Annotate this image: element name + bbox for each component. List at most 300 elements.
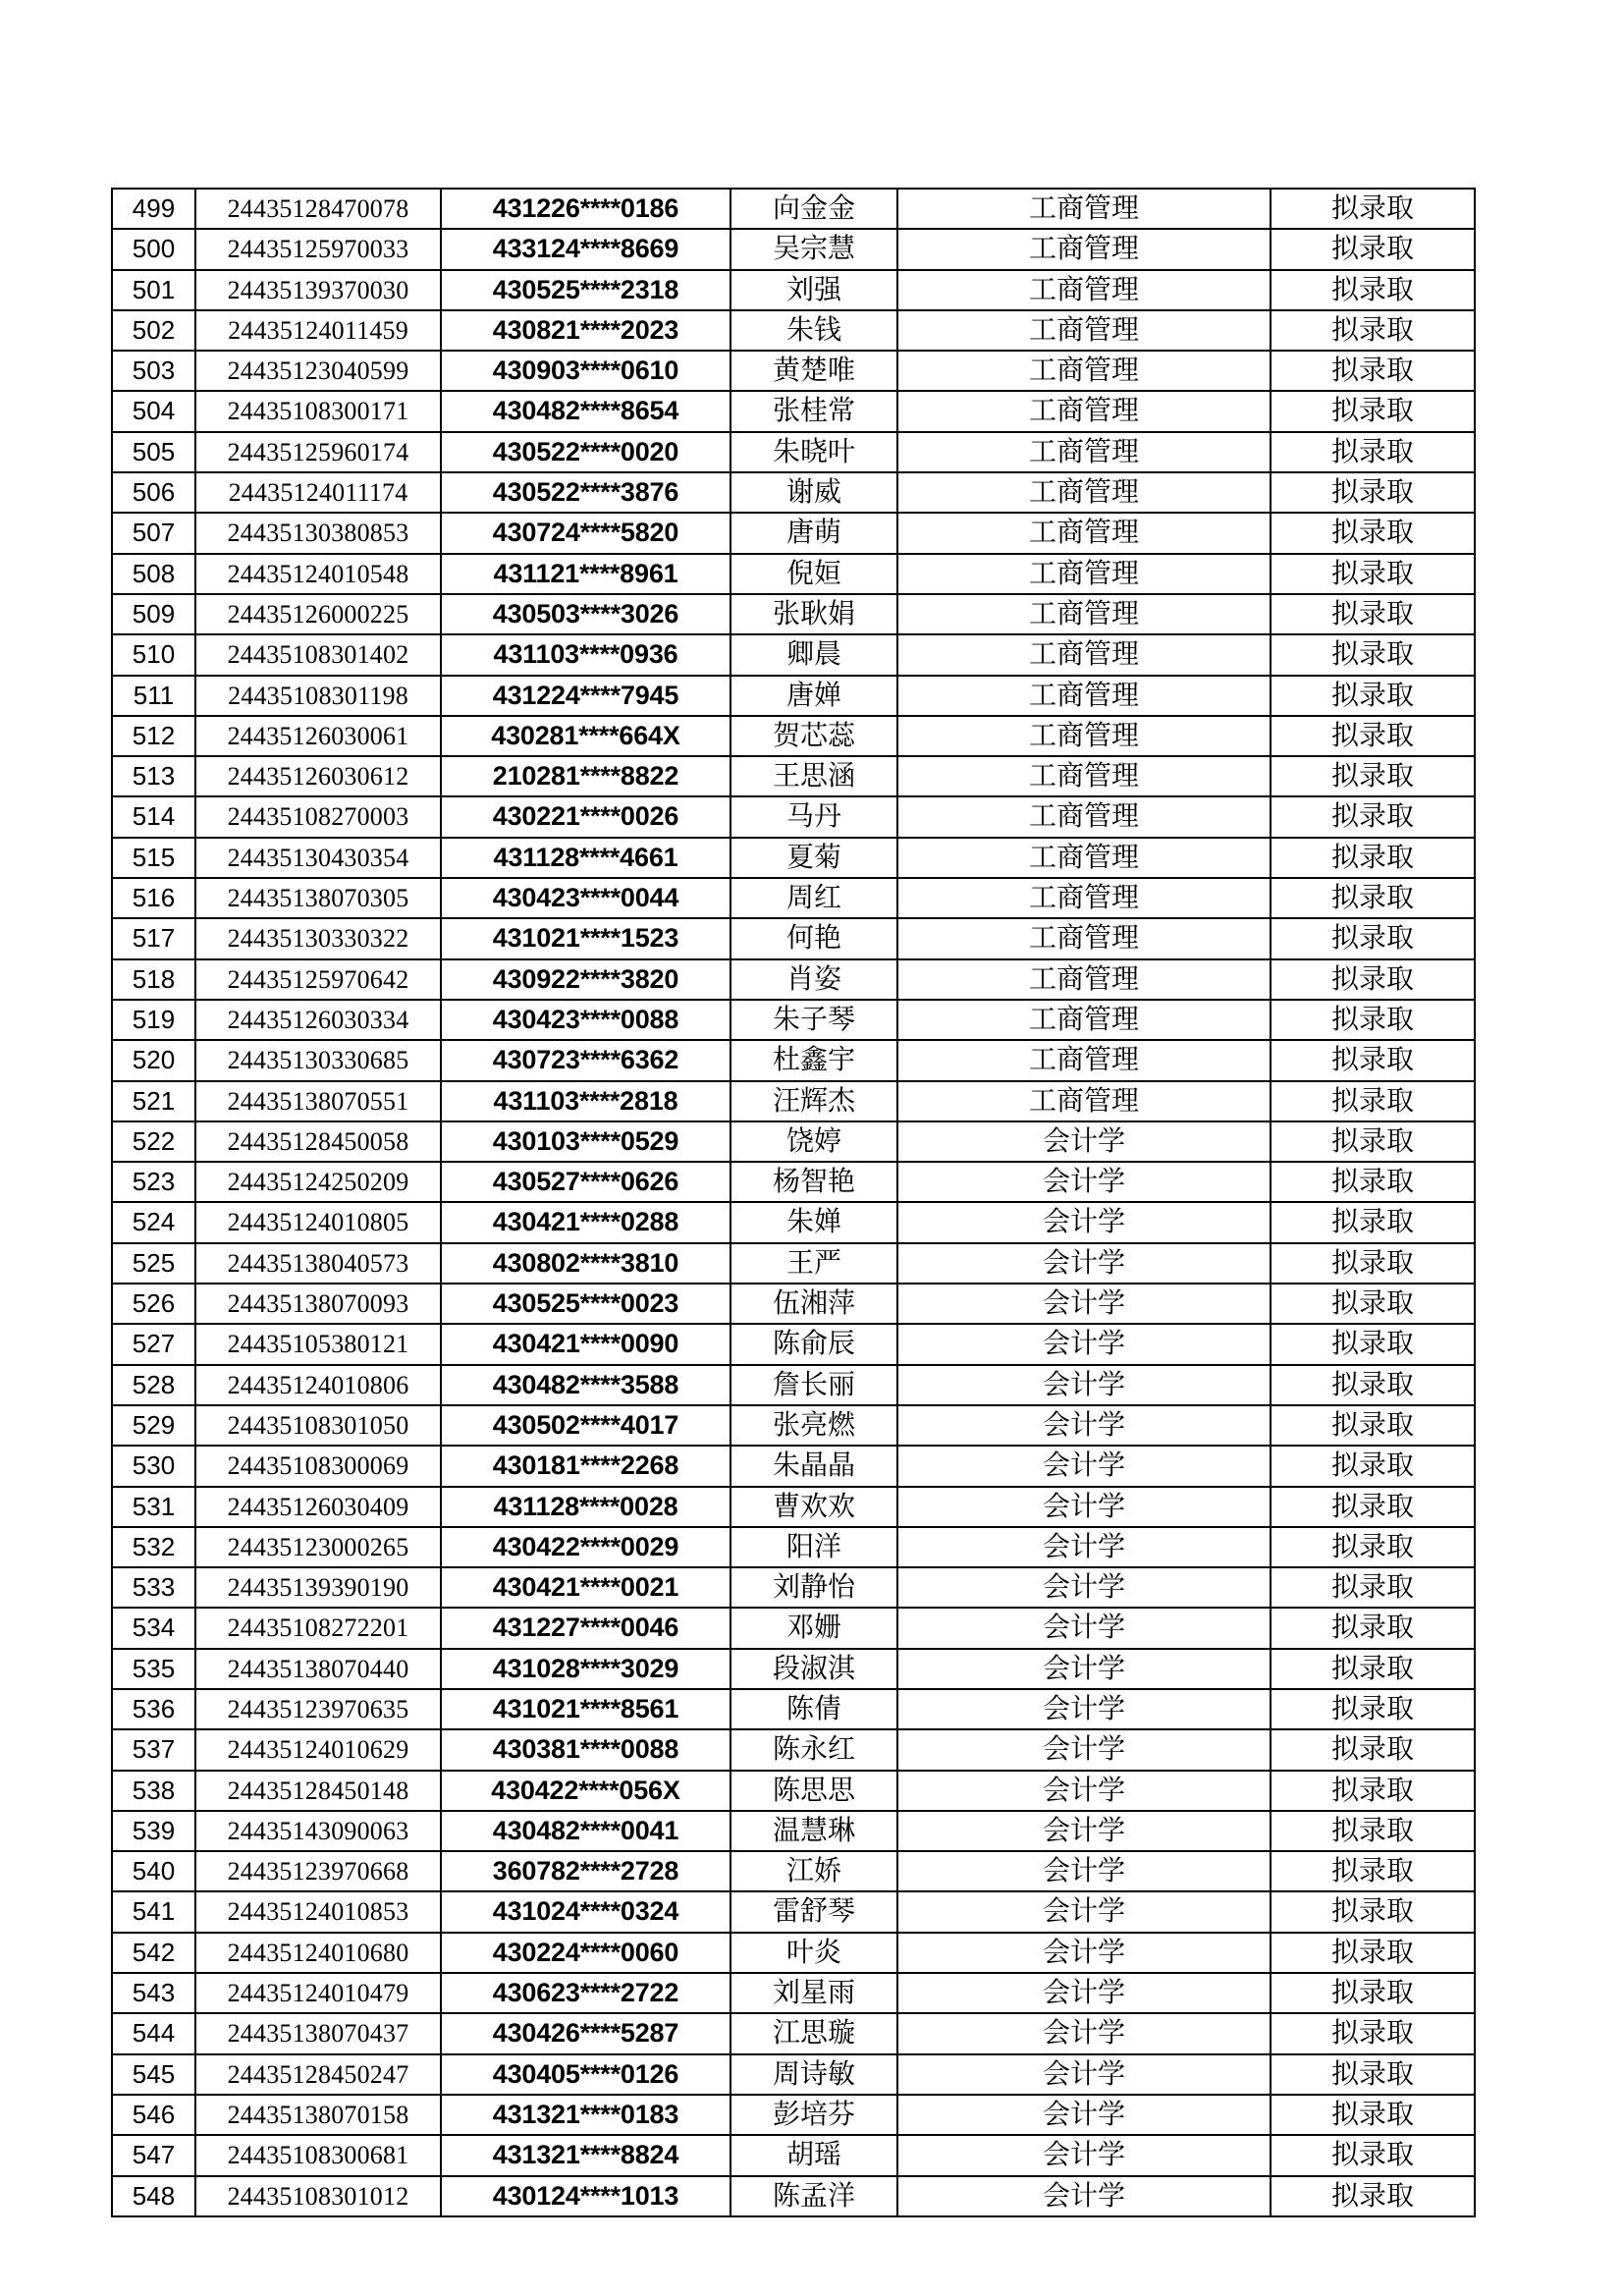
cell-exam-number: 24435143090063: [195, 1811, 441, 1851]
cell-admission-status: 拟录取: [1271, 554, 1475, 594]
cell-exam-number: 24435124010548: [195, 554, 441, 594]
table-row: [112, 1933, 1475, 1973]
cell-sequence-number: 529: [112, 1405, 195, 1446]
cell-exam-number: 24435105380121: [195, 1324, 441, 1364]
table-row: [112, 838, 1475, 878]
table-row: [112, 959, 1475, 1000]
cell-id-card-number: 431021****1523: [441, 918, 730, 958]
cell-candidate-name: 雷舒琴: [730, 1891, 897, 1932]
table-row: [112, 1405, 1475, 1446]
cell-sequence-number: 540: [112, 1851, 195, 1891]
cell-sequence-number: 542: [112, 1933, 195, 1973]
table-row: [112, 1365, 1475, 1405]
cell-sequence-number: 517: [112, 918, 195, 958]
cell-sequence-number: 507: [112, 513, 195, 553]
cell-sequence-number: 532: [112, 1527, 195, 1567]
cell-id-card-number: 430422****056X: [441, 1771, 730, 1811]
table-row: [112, 1973, 1475, 2013]
cell-exam-number: 24435128450058: [195, 1121, 441, 1162]
cell-id-card-number: 430724****5820: [441, 513, 730, 553]
cell-candidate-name: 詹长丽: [730, 1365, 897, 1405]
table-row: [112, 2135, 1475, 2175]
cell-exam-number: 24435128470078: [195, 189, 441, 229]
cell-sequence-number: 510: [112, 634, 195, 675]
cell-exam-number: 24435130330685: [195, 1040, 441, 1080]
cell-sequence-number: 548: [112, 2176, 195, 2216]
cell-exam-number: 24435108301198: [195, 676, 441, 716]
cell-major: 会计学: [897, 1771, 1271, 1811]
cell-major: 工商管理: [897, 1081, 1271, 1121]
cell-candidate-name: 朱晶晶: [730, 1446, 897, 1486]
cell-major: 工商管理: [897, 918, 1271, 958]
cell-exam-number: 24435125960174: [195, 432, 441, 472]
cell-major: 会计学: [897, 1527, 1271, 1567]
cell-admission-status: 拟录取: [1271, 594, 1475, 634]
cell-sequence-number: 514: [112, 796, 195, 837]
cell-admission-status: 拟录取: [1271, 1162, 1475, 1202]
cell-candidate-name: 段淑淇: [730, 1649, 897, 1689]
cell-id-card-number: 430802****3810: [441, 1243, 730, 1284]
cell-major: 会计学: [897, 1608, 1271, 1648]
cell-id-card-number: 431227****0046: [441, 1608, 730, 1648]
admission-list-table: [111, 188, 1476, 2217]
table-row: [112, 878, 1475, 918]
cell-id-card-number: 430423****0088: [441, 1000, 730, 1040]
cell-id-card-number: 431224****7945: [441, 676, 730, 716]
table-row: [112, 756, 1475, 796]
table-row: [112, 1040, 1475, 1080]
cell-id-card-number: 430421****0021: [441, 1567, 730, 1608]
cell-exam-number: 24435108272201: [195, 1608, 441, 1648]
cell-major: 会计学: [897, 1649, 1271, 1689]
cell-candidate-name: 胡瑶: [730, 2135, 897, 2175]
cell-sequence-number: 547: [112, 2135, 195, 2175]
cell-admission-status: 拟录取: [1271, 716, 1475, 756]
cell-admission-status: 拟录取: [1271, 1567, 1475, 1608]
cell-id-card-number: 431128****0028: [441, 1487, 730, 1527]
cell-candidate-name: 朱婵: [730, 1202, 897, 1242]
cell-sequence-number: 534: [112, 1608, 195, 1648]
cell-candidate-name: 贺芯蕊: [730, 716, 897, 756]
cell-admission-status: 拟录取: [1271, 1121, 1475, 1162]
table-row: [112, 1771, 1475, 1811]
table-row: [112, 1446, 1475, 1486]
cell-major: 会计学: [897, 1729, 1271, 1770]
cell-sequence-number: 508: [112, 554, 195, 594]
cell-candidate-name: 周诗敏: [730, 2054, 897, 2095]
cell-exam-number: 24435123970668: [195, 1851, 441, 1891]
cell-major: 工商管理: [897, 554, 1271, 594]
cell-id-card-number: 430903****0610: [441, 351, 730, 391]
cell-id-card-number: 430482****3588: [441, 1365, 730, 1405]
cell-admission-status: 拟录取: [1271, 432, 1475, 472]
cell-major: 工商管理: [897, 594, 1271, 634]
cell-admission-status: 拟录取: [1271, 1891, 1475, 1932]
cell-id-card-number: 430381****0088: [441, 1729, 730, 1770]
cell-candidate-name: 周红: [730, 878, 897, 918]
cell-exam-number: 24435125970642: [195, 959, 441, 1000]
cell-sequence-number: 520: [112, 1040, 195, 1080]
cell-major: 会计学: [897, 1121, 1271, 1162]
cell-admission-status: 拟录取: [1271, 1365, 1475, 1405]
cell-id-card-number: 430482****8654: [441, 391, 730, 431]
cell-exam-number: 24435123000265: [195, 1527, 441, 1567]
cell-candidate-name: 江思璇: [730, 2013, 897, 2053]
cell-sequence-number: 523: [112, 1162, 195, 1202]
cell-candidate-name: 唐婵: [730, 676, 897, 716]
cell-candidate-name: 陈倩: [730, 1689, 897, 1729]
cell-admission-status: 拟录取: [1271, 634, 1475, 675]
table-row: [112, 1202, 1475, 1242]
cell-admission-status: 拟录取: [1271, 1405, 1475, 1446]
cell-major: 工商管理: [897, 513, 1271, 553]
cell-admission-status: 拟录取: [1271, 1243, 1475, 1284]
cell-exam-number: 24435138070158: [195, 2095, 441, 2135]
cell-candidate-name: 朱钱: [730, 310, 897, 351]
cell-admission-status: 拟录取: [1271, 351, 1475, 391]
cell-sequence-number: 499: [112, 189, 195, 229]
table-row: [112, 1081, 1475, 1121]
cell-sequence-number: 525: [112, 1243, 195, 1284]
cell-exam-number: 24435123040599: [195, 351, 441, 391]
cell-sequence-number: 533: [112, 1567, 195, 1608]
cell-sequence-number: 516: [112, 878, 195, 918]
cell-exam-number: 24435126030612: [195, 756, 441, 796]
cell-sequence-number: 503: [112, 351, 195, 391]
cell-candidate-name: 张亮燃: [730, 1405, 897, 1446]
cell-sequence-number: 543: [112, 1973, 195, 2013]
cell-sequence-number: 501: [112, 270, 195, 310]
cell-exam-number: 24435138070551: [195, 1081, 441, 1121]
table-row: [112, 1243, 1475, 1284]
cell-major: 会计学: [897, 2095, 1271, 2135]
cell-candidate-name: 江娇: [730, 1851, 897, 1891]
cell-id-card-number: 430181****2268: [441, 1446, 730, 1486]
cell-exam-number: 24435138070305: [195, 878, 441, 918]
cell-candidate-name: 倪姮: [730, 554, 897, 594]
cell-candidate-name: 彭培芬: [730, 2095, 897, 2135]
cell-candidate-name: 张桂常: [730, 391, 897, 431]
cell-candidate-name: 黄楚唯: [730, 351, 897, 391]
cell-exam-number: 24435124010629: [195, 1729, 441, 1770]
table-row: [112, 229, 1475, 269]
cell-admission-status: 拟录取: [1271, 1284, 1475, 1324]
cell-admission-status: 拟录取: [1271, 918, 1475, 958]
cell-admission-status: 拟录取: [1271, 2054, 1475, 2095]
cell-exam-number: 24435124011459: [195, 310, 441, 351]
cell-admission-status: 拟录取: [1271, 189, 1475, 229]
cell-candidate-name: 杜鑫宇: [730, 1040, 897, 1080]
cell-exam-number: 24435124010479: [195, 1973, 441, 2013]
cell-major: 工商管理: [897, 878, 1271, 918]
cell-major: 工商管理: [897, 959, 1271, 1000]
cell-sequence-number: 522: [112, 1121, 195, 1162]
cell-id-card-number: 431121****8961: [441, 554, 730, 594]
cell-id-card-number: 430224****0060: [441, 1933, 730, 1973]
cell-exam-number: 24435124010805: [195, 1202, 441, 1242]
cell-admission-status: 拟录取: [1271, 1811, 1475, 1851]
cell-sequence-number: 505: [112, 432, 195, 472]
cell-id-card-number: 433124****8669: [441, 229, 730, 269]
cell-candidate-name: 卿晨: [730, 634, 897, 675]
cell-major: 工商管理: [897, 270, 1271, 310]
cell-candidate-name: 陈永红: [730, 1729, 897, 1770]
cell-admission-status: 拟录取: [1271, 838, 1475, 878]
table-row: [112, 918, 1475, 958]
cell-major: 工商管理: [897, 229, 1271, 269]
cell-admission-status: 拟录取: [1271, 2095, 1475, 2135]
cell-id-card-number: 431321****0183: [441, 2095, 730, 2135]
table-row: [112, 1121, 1475, 1162]
cell-candidate-name: 饶婷: [730, 1121, 897, 1162]
table-row: [112, 1851, 1475, 1891]
cell-major: 工商管理: [897, 1040, 1271, 1080]
cell-id-card-number: 430522****0020: [441, 432, 730, 472]
cell-admission-status: 拟录取: [1271, 2176, 1475, 2216]
table-row: [112, 1162, 1475, 1202]
cell-exam-number: 24435126000225: [195, 594, 441, 634]
cell-admission-status: 拟录取: [1271, 1771, 1475, 1811]
cell-admission-status: 拟录取: [1271, 1324, 1475, 1364]
cell-admission-status: 拟录取: [1271, 796, 1475, 837]
cell-candidate-name: 陈俞辰: [730, 1324, 897, 1364]
cell-candidate-name: 汪辉杰: [730, 1081, 897, 1121]
table-row: [112, 189, 1475, 229]
cell-admission-status: 拟录取: [1271, 229, 1475, 269]
cell-admission-status: 拟录取: [1271, 1608, 1475, 1648]
cell-sequence-number: 504: [112, 391, 195, 431]
table-row: [112, 634, 1475, 675]
cell-candidate-name: 王思涵: [730, 756, 897, 796]
cell-candidate-name: 陈孟洋: [730, 2176, 897, 2216]
cell-major: 会计学: [897, 1162, 1271, 1202]
cell-sequence-number: 518: [112, 959, 195, 1000]
cell-id-card-number: 430503****3026: [441, 594, 730, 634]
cell-sequence-number: 541: [112, 1891, 195, 1932]
table-row: [112, 391, 1475, 431]
cell-major: 工商管理: [897, 472, 1271, 513]
cell-sequence-number: 531: [112, 1487, 195, 1527]
cell-exam-number: 24435124250209: [195, 1162, 441, 1202]
cell-candidate-name: 吴宗慧: [730, 229, 897, 269]
cell-sequence-number: 528: [112, 1365, 195, 1405]
table-row: [112, 1567, 1475, 1608]
cell-id-card-number: 430426****5287: [441, 2013, 730, 2053]
cell-sequence-number: 515: [112, 838, 195, 878]
table-row: [112, 1284, 1475, 1324]
cell-major: 工商管理: [897, 310, 1271, 351]
cell-major: 工商管理: [897, 634, 1271, 675]
table-row: [112, 1487, 1475, 1527]
cell-id-card-number: 430502****4017: [441, 1405, 730, 1446]
cell-admission-status: 拟录取: [1271, 270, 1475, 310]
cell-major: 工商管理: [897, 391, 1271, 431]
table-row: [112, 1608, 1475, 1648]
cell-major: 工商管理: [897, 1000, 1271, 1040]
cell-admission-status: 拟录取: [1271, 472, 1475, 513]
cell-candidate-name: 马丹: [730, 796, 897, 837]
cell-exam-number: 24435139390190: [195, 1567, 441, 1608]
cell-sequence-number: 538: [112, 1771, 195, 1811]
cell-sequence-number: 521: [112, 1081, 195, 1121]
table-row: [112, 676, 1475, 716]
cell-major: 会计学: [897, 2054, 1271, 2095]
table-row: [112, 2095, 1475, 2135]
table-row: [112, 513, 1475, 553]
cell-exam-number: 24435124010853: [195, 1891, 441, 1932]
cell-sequence-number: 512: [112, 716, 195, 756]
cell-exam-number: 24435108270003: [195, 796, 441, 837]
cell-admission-status: 拟录取: [1271, 1527, 1475, 1567]
cell-id-card-number: 431021****8561: [441, 1689, 730, 1729]
cell-sequence-number: 536: [112, 1689, 195, 1729]
cell-major: 会计学: [897, 2176, 1271, 2216]
cell-id-card-number: 430922****3820: [441, 959, 730, 1000]
cell-candidate-name: 曹欢欢: [730, 1487, 897, 1527]
cell-exam-number: 24435138070093: [195, 1284, 441, 1324]
cell-sequence-number: 511: [112, 676, 195, 716]
cell-major: 会计学: [897, 1689, 1271, 1729]
cell-admission-status: 拟录取: [1271, 1000, 1475, 1040]
cell-exam-number: 24435128450247: [195, 2054, 441, 2095]
cell-id-card-number: 430723****6362: [441, 1040, 730, 1080]
cell-major: 工商管理: [897, 838, 1271, 878]
cell-id-card-number: 430522****3876: [441, 472, 730, 513]
cell-id-card-number: 430124****1013: [441, 2176, 730, 2216]
cell-major: 会计学: [897, 1973, 1271, 2013]
cell-candidate-name: 叶炎: [730, 1933, 897, 1973]
cell-admission-status: 拟录取: [1271, 1202, 1475, 1242]
cell-exam-number: 24435128450148: [195, 1771, 441, 1811]
cell-sequence-number: 519: [112, 1000, 195, 1040]
cell-exam-number: 24435108300171: [195, 391, 441, 431]
cell-candidate-name: 陈思思: [730, 1771, 897, 1811]
cell-id-card-number: 430103****0529: [441, 1121, 730, 1162]
table-row: [112, 2054, 1475, 2095]
cell-exam-number: 24435126030061: [195, 716, 441, 756]
cell-id-card-number: 431028****3029: [441, 1649, 730, 1689]
cell-exam-number: 24435124010806: [195, 1365, 441, 1405]
cell-exam-number: 24435138070437: [195, 2013, 441, 2053]
cell-candidate-name: 夏菊: [730, 838, 897, 878]
cell-candidate-name: 刘强: [730, 270, 897, 310]
cell-id-card-number: 360782****2728: [441, 1851, 730, 1891]
cell-exam-number: 24435124010680: [195, 1933, 441, 1973]
cell-admission-status: 拟录取: [1271, 1649, 1475, 1689]
cell-candidate-name: 伍湘萍: [730, 1284, 897, 1324]
cell-candidate-name: 唐萌: [730, 513, 897, 553]
table-row: [112, 270, 1475, 310]
cell-admission-status: 拟录取: [1271, 1689, 1475, 1729]
cell-id-card-number: 430482****0041: [441, 1811, 730, 1851]
cell-admission-status: 拟录取: [1271, 2013, 1475, 2053]
cell-sequence-number: 545: [112, 2054, 195, 2095]
cell-id-card-number: 430821****2023: [441, 310, 730, 351]
cell-major: 会计学: [897, 1487, 1271, 1527]
cell-major: 会计学: [897, 1284, 1271, 1324]
cell-sequence-number: 524: [112, 1202, 195, 1242]
table-row: [112, 351, 1475, 391]
cell-major: 会计学: [897, 1405, 1271, 1446]
cell-candidate-name: 向金金: [730, 189, 897, 229]
cell-exam-number: 24435124011174: [195, 472, 441, 513]
cell-id-card-number: 430623****2722: [441, 1973, 730, 2013]
cell-candidate-name: 谢威: [730, 472, 897, 513]
table-row: [112, 1000, 1475, 1040]
cell-sequence-number: 513: [112, 756, 195, 796]
cell-major: 工商管理: [897, 796, 1271, 837]
cell-id-card-number: 430525****2318: [441, 270, 730, 310]
cell-id-card-number: 431321****8824: [441, 2135, 730, 2175]
cell-major: 会计学: [897, 1933, 1271, 1973]
cell-candidate-name: 何艳: [730, 918, 897, 958]
table-row: [112, 1729, 1475, 1770]
cell-major: 工商管理: [897, 676, 1271, 716]
cell-admission-status: 拟录取: [1271, 1040, 1475, 1080]
cell-admission-status: 拟录取: [1271, 878, 1475, 918]
cell-sequence-number: 526: [112, 1284, 195, 1324]
cell-sequence-number: 502: [112, 310, 195, 351]
table-row: [112, 1527, 1475, 1567]
cell-id-card-number: 430422****0029: [441, 1527, 730, 1567]
cell-exam-number: 24435130330322: [195, 918, 441, 958]
table-row: [112, 1891, 1475, 1932]
table-row: [112, 796, 1475, 837]
cell-major: 会计学: [897, 2135, 1271, 2175]
table-row: [112, 1689, 1475, 1729]
cell-sequence-number: 506: [112, 472, 195, 513]
cell-exam-number: 24435108301050: [195, 1405, 441, 1446]
cell-major: 工商管理: [897, 756, 1271, 796]
cell-major: 工商管理: [897, 432, 1271, 472]
cell-id-card-number: 430421****0090: [441, 1324, 730, 1364]
table-row: [112, 472, 1475, 513]
table-row: [112, 1324, 1475, 1364]
cell-admission-status: 拟录取: [1271, 513, 1475, 553]
cell-admission-status: 拟录取: [1271, 676, 1475, 716]
table-body: [112, 189, 1475, 2216]
cell-id-card-number: 430527****0626: [441, 1162, 730, 1202]
table-row: [112, 432, 1475, 472]
cell-candidate-name: 朱子琴: [730, 1000, 897, 1040]
cell-candidate-name: 温慧琳: [730, 1811, 897, 1851]
table-row: [112, 554, 1475, 594]
cell-candidate-name: 张耿娟: [730, 594, 897, 634]
cell-candidate-name: 王严: [730, 1243, 897, 1284]
cell-admission-status: 拟录取: [1271, 1081, 1475, 1121]
cell-candidate-name: 杨智艳: [730, 1162, 897, 1202]
cell-major: 会计学: [897, 1324, 1271, 1364]
cell-exam-number: 24435108301012: [195, 2176, 441, 2216]
table-row: [112, 2176, 1475, 2216]
cell-exam-number: 24435125970033: [195, 229, 441, 269]
cell-exam-number: 24435108300681: [195, 2135, 441, 2175]
cell-major: 工商管理: [897, 716, 1271, 756]
cell-id-card-number: 210281****8822: [441, 756, 730, 796]
cell-admission-status: 拟录取: [1271, 310, 1475, 351]
table-row: [112, 716, 1475, 756]
cell-sequence-number: 527: [112, 1324, 195, 1364]
cell-candidate-name: 朱晓叶: [730, 432, 897, 472]
cell-admission-status: 拟录取: [1271, 1487, 1475, 1527]
cell-admission-status: 拟录取: [1271, 1446, 1475, 1486]
cell-major: 会计学: [897, 1446, 1271, 1486]
cell-major: 会计学: [897, 1851, 1271, 1891]
cell-major: 会计学: [897, 2013, 1271, 2053]
cell-admission-status: 拟录取: [1271, 1973, 1475, 2013]
cell-major: 会计学: [897, 1811, 1271, 1851]
cell-major: 会计学: [897, 1243, 1271, 1284]
